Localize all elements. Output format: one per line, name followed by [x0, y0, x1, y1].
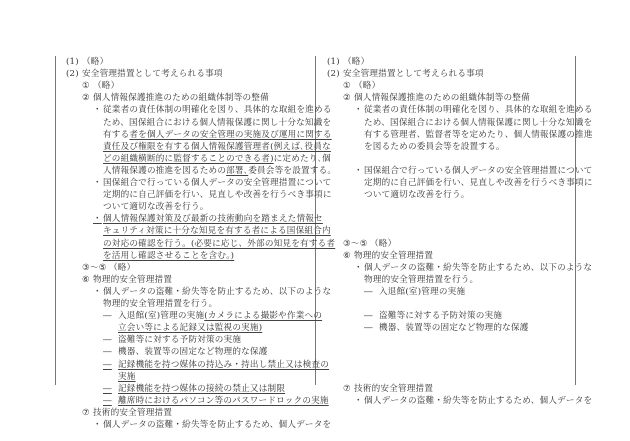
line-text: 個人データの盗難・紛失等を防止するため、以下のような — [364, 262, 593, 273]
list-marker: (1) — [66, 57, 79, 67]
line-text: （略） — [82, 57, 109, 67]
list-marker: ・ — [354, 262, 363, 273]
list-marker: (1) — [327, 57, 340, 67]
line-text: 個人データの盗難・紛失等を防止するため、個人データを — [364, 395, 593, 406]
amended-text: 離席時におけるパソコン等のパスワードロックの実施 — [118, 395, 329, 406]
line-text: 入退館(室)管理の実施 — [379, 286, 466, 297]
amended-text: (カメラによる撮影や作業への — [204, 311, 323, 322]
amended-text: どの組織横断的に監督することのできる者) — [103, 153, 274, 164]
line-text: 盗難等に対する予防対策の実施 — [379, 311, 503, 322]
list-marker: (2) — [327, 69, 340, 80]
line-text: 安全管理措置として考えられる事項 — [343, 69, 484, 80]
list-marker: ・ — [354, 165, 363, 176]
list-marker: ・ — [93, 420, 102, 430]
line-text: 委員会等を設置する。 — [248, 165, 337, 176]
amended-text: 記録機能を持つ媒体の持込み・持出し禁止又は検査の — [118, 359, 330, 370]
list-marker: ・ — [354, 105, 363, 116]
line-text: 国保組合で行っている個人データの安全管理措置について — [103, 178, 332, 188]
line-text: 物理的安全管理措置を行う。 — [364, 274, 479, 285]
line-text: （略） — [343, 57, 370, 67]
line-text: ため、国保組合における個人情報保護に関し十分な知識を — [364, 117, 593, 128]
line-text: 安全管理措置として考えられる事項 — [82, 69, 223, 80]
amended-text: 者を個人データの安全管理の実施及び運用に関する — [129, 129, 332, 140]
line-text: 国保組合で行っている個人データの安全管理措置について — [364, 165, 593, 176]
list-marker: ― — [103, 395, 112, 406]
line-text: ついて適切な改善を行う。 — [103, 202, 209, 213]
amended-text: の対応の確認を行う。(必要に応じ、外部の知見を有する者 — [103, 238, 336, 249]
line-text: 技術的安全管理措置 — [93, 407, 173, 418]
list-marker: ・ — [354, 395, 363, 406]
list-marker: ― — [103, 335, 112, 346]
amended-text: 個人情報保護対策及び最新の技術動向を踏まえた情報セ — [103, 214, 323, 225]
list-marker: (2) — [66, 69, 79, 80]
line-text: 物理的安全管理措置を行う。 — [103, 299, 218, 309]
line-text: 個人情報保護推進のための組織体制等の整備 — [93, 93, 269, 104]
list-marker: ― — [103, 311, 112, 322]
amended-text: 実施 — [118, 371, 136, 382]
amended-text: 記録機能を持つ媒体の接続の禁止又は制限 — [118, 383, 286, 394]
list-marker: ・ — [93, 214, 102, 225]
list-marker: ③～⑤ — [343, 238, 368, 249]
line-text: 人情報保護の推進を図るための — [103, 165, 227, 176]
line-text: 機器、装置等の固定など物理的な保護 — [379, 323, 529, 334]
line-text: （略） — [93, 81, 120, 92]
line-text: 盗難等に対する予防対策の実施 — [118, 335, 242, 346]
line-text: 物理的安全管理措置 — [354, 250, 434, 261]
list-marker: ② — [82, 93, 90, 104]
left-column-border-left — [55, 56, 56, 385]
line-text: を図るための委員会等を設置する。 — [364, 141, 505, 152]
list-marker: ― — [364, 323, 373, 334]
line-text: 入退館(室)管理の実施 — [118, 311, 205, 322]
line-text: 個人情報保護推進のための組織体制等の整備 — [354, 93, 530, 104]
amended-text: 立会い等による記録又は監視の実施) — [118, 323, 263, 334]
line-text: 定期的に自己評価を行い、見直しや改善を行うべき事項に — [364, 178, 593, 188]
line-text: （略） — [370, 238, 397, 249]
list-marker: ― — [364, 286, 373, 297]
list-marker: ― — [364, 311, 373, 322]
line-text: （略） — [109, 262, 136, 273]
line-text: 個人データの盗難・紛失等を防止するため、以下のような — [103, 286, 332, 297]
line-text: （略） — [354, 81, 381, 92]
line-text: 有する管理者、監督者等を定めたり、個人情報保護の推進 — [364, 129, 593, 140]
list-marker: ― — [103, 383, 112, 394]
line-text: 機器、装置等の固定など物理的な保護 — [118, 347, 268, 358]
list-marker: ⑥ — [343, 250, 351, 261]
list-marker: ⑥ — [82, 274, 90, 285]
list-marker: ⑦ — [343, 383, 351, 394]
list-marker: ① — [343, 81, 351, 92]
list-marker: ― — [103, 359, 112, 370]
line-text: 技術的安全管理措置 — [354, 383, 434, 394]
amended-text: 部署､ — [226, 165, 249, 176]
line-text: に定めたり､個 — [273, 153, 331, 164]
list-marker: ・ — [93, 105, 102, 116]
amended-text: キュリティ対策に十分な知見を有する者による国保組合内 — [103, 226, 331, 237]
list-marker: ― — [103, 347, 112, 358]
amended-text: を活用し確認させることを含む。) — [103, 250, 235, 261]
line-text: ため、国保組合における個人情報保護に関し十分な知識を — [103, 117, 332, 128]
line-text: 定期的に自己評価を行い、見直しや改善を行うべき事項に — [103, 190, 332, 201]
list-marker: ⑦ — [82, 407, 90, 418]
list-marker: ③～⑤ — [82, 262, 107, 273]
line-text: 従業者の責任体制の明確化を図り、具体的な取組を進める — [364, 105, 593, 116]
amended-text: 責任及び権限を有する個人情報保護管理者(例えば､役員な — [103, 141, 331, 152]
list-marker: ① — [82, 81, 90, 92]
line-text: 個人データの盗難・紛失等を防止するため、個人データを — [103, 420, 332, 430]
list-marker: ・ — [93, 286, 102, 297]
line-text: ついて適切な改善を行う。 — [364, 190, 470, 201]
list-marker: ② — [343, 93, 351, 104]
list-marker: ・ — [93, 178, 102, 188]
line-text: 有する — [103, 129, 130, 140]
line-text: 従業者の責任体制の明確化を図り、具体的な取組を進める — [103, 105, 332, 116]
line-text: 物理的安全管理措置 — [93, 274, 173, 285]
